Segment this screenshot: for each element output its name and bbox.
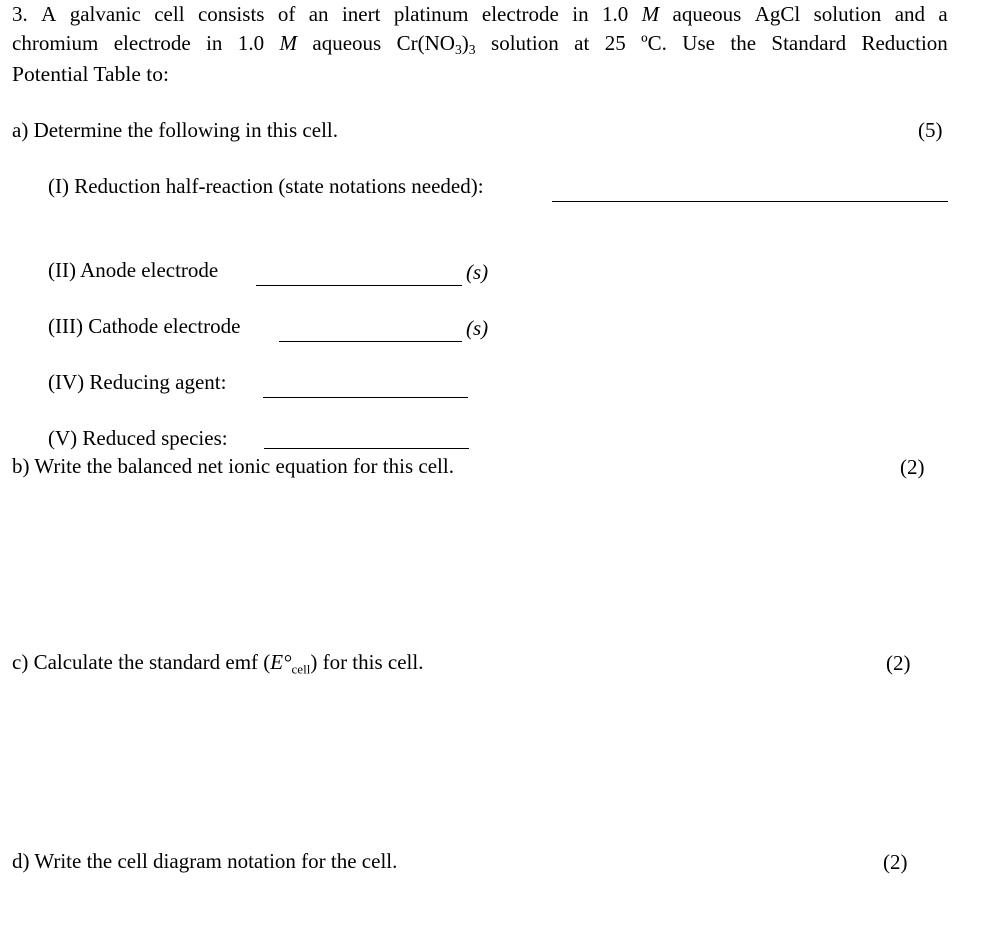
part-a-item-iii-state: (s) (466, 316, 489, 340)
word: cell (154, 2, 185, 26)
word: consists (197, 2, 265, 26)
word: Reduction (861, 31, 948, 55)
part-b-prompt: b) Write the balanced net ionic equation for this cell. (12, 454, 454, 478)
part-c-prompt: c) Calculate the standard emf $(E^\circ_{cell})$ for this cell. (12, 650, 424, 677)
emf-subscript: cell (291, 661, 311, 677)
word: at (574, 31, 590, 55)
part-a-item-ii-answer-line[interactable] (256, 285, 462, 286)
word: solution (813, 2, 882, 26)
word: electrode (113, 31, 191, 55)
part-a-item-ii-label: (II) Anode electrode (48, 258, 219, 282)
word: 3. (12, 2, 28, 26)
word: in (206, 31, 223, 55)
word: an (308, 2, 329, 26)
word: galvanic (69, 2, 141, 26)
part-a-item-iii-label: (III) Cathode electrode (48, 314, 241, 338)
word: 25 (604, 31, 626, 55)
part-d-prompt: d) Write the cell diagram notation for the cell. (12, 849, 398, 873)
part-a-item-iv-label: (IV) Reducing agent: (48, 370, 227, 394)
question-intro-line-1 (12, 4, 948, 25)
part-c-marks: (2) (886, 651, 911, 675)
question-intro-line-3: Potential Table to: (12, 62, 169, 86)
part-a-item-ii-state: (s) (466, 260, 489, 284)
word: a (938, 2, 948, 26)
word: the (730, 31, 757, 55)
part-d-marks: (2) (883, 850, 908, 874)
word: 1.0 (237, 31, 265, 55)
word: chromium (12, 31, 99, 55)
part-a-item-iii-answer-line[interactable] (279, 341, 462, 342)
word: platinum (393, 2, 469, 26)
part-a-marks: (5) (918, 118, 943, 142)
part-b-marks: (2) (900, 455, 925, 479)
word: 1.0 (601, 2, 629, 26)
part-a-item-i-label: (I) Reduction half-reaction (state notations needed): (48, 174, 484, 198)
word: and (894, 2, 926, 26)
question-intro-line-2 (12, 31, 948, 58)
word: AgCl (754, 2, 801, 26)
word: aqueous (672, 2, 742, 26)
word: ºC. (641, 31, 667, 55)
molar-unit: M (279, 31, 297, 55)
part-a-item-i-answer-line[interactable] (552, 201, 948, 202)
word: aqueous (312, 31, 382, 55)
part-a-item-v-answer-line[interactable] (264, 448, 469, 449)
word: Standard (771, 31, 847, 55)
word: in (572, 2, 589, 26)
word: of (277, 2, 296, 26)
molar-unit: M (641, 2, 660, 26)
word: electrode (481, 2, 559, 26)
emf-symbol: E° (270, 650, 292, 674)
chromium-nitrate-formula: $Cr(NO_3)_3$ (396, 31, 476, 58)
word: A (41, 2, 57, 26)
part-a-item-iv-answer-line[interactable] (263, 397, 468, 398)
word: solution (491, 31, 559, 55)
part-a-prompt: a) Determine the following in this cell. (12, 118, 338, 142)
word: inert (341, 2, 381, 26)
word: Use (682, 31, 715, 55)
part-a-item-v-label: (V) Reduced species: (48, 426, 228, 450)
